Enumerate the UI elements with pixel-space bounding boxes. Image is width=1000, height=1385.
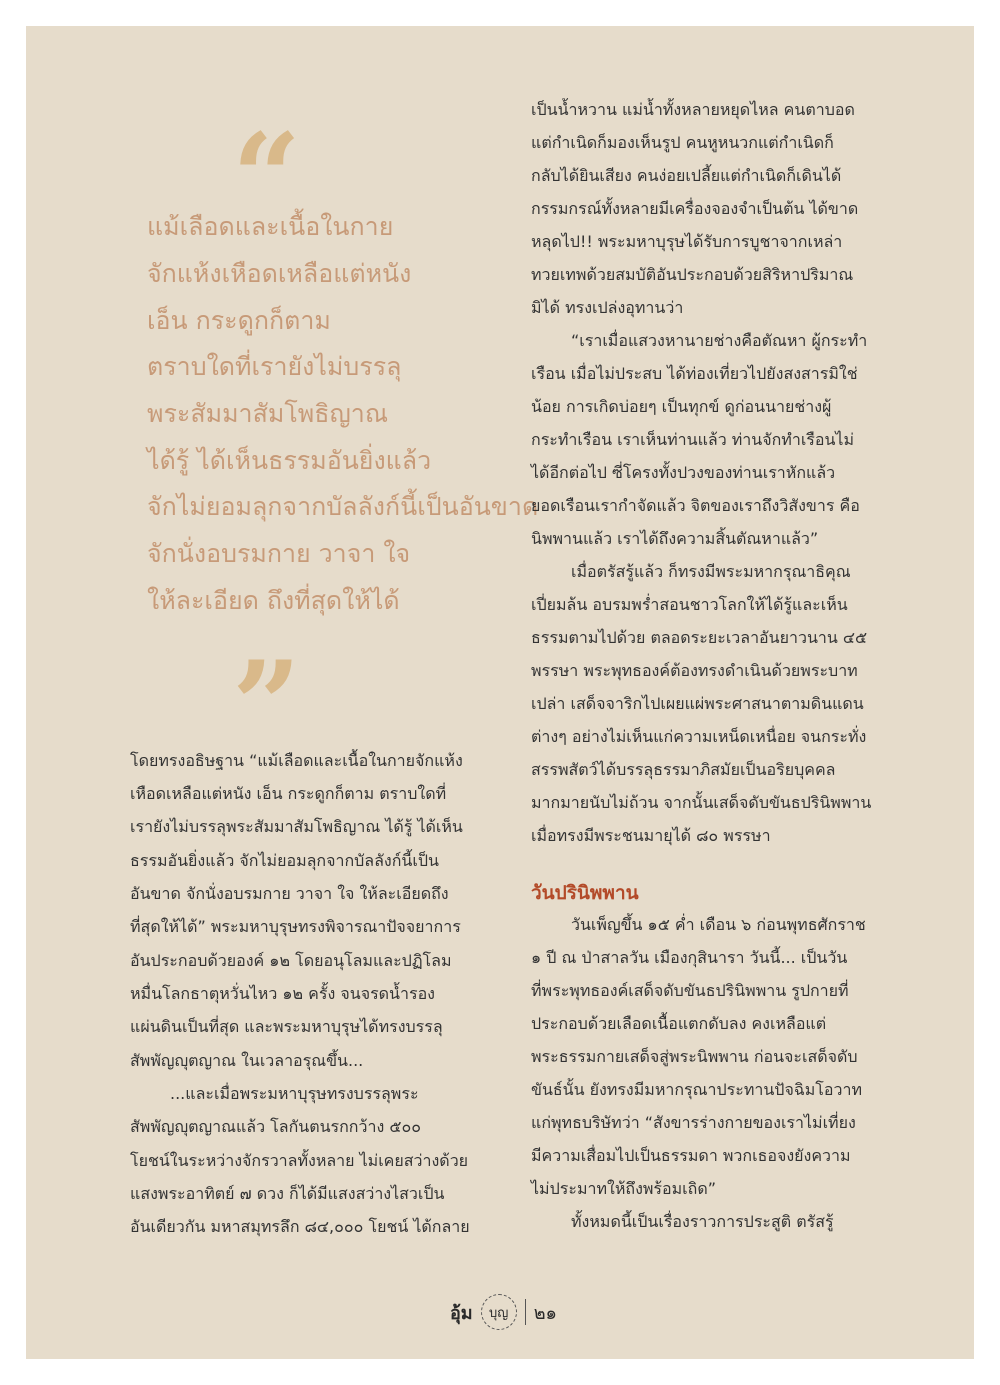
left-column-line: ...และเมื่อพระมหาบุรุษทรงบรรลุพระ <box>170 1084 419 1103</box>
left-column-line: สัพพัญญุตญาณแล้ว โลกันตนรกกว้าง ๕๐๐ <box>130 1117 421 1136</box>
pull-quote-line: ได้รู้ ได้เห็นธรรมอันยิ่งแล้ว <box>147 446 432 475</box>
magazine-page <box>26 26 974 1359</box>
pull-quote-line: เอ็น กระดูกก็ตาม <box>147 306 331 335</box>
right-column-line: เรือน เมื่อไม่ประสบ ได้ท่องเที่ยวไปยังสงสารมิใช่ <box>531 364 858 383</box>
right-column-line: ๑ ปี ณ ป่าสาลวัน เมืองกุสินารา วันนี้... เป็นวัน <box>531 948 848 967</box>
magazine-logo: อุ้ม <box>450 1302 473 1324</box>
page-footer <box>450 1294 557 1330</box>
left-column-line: สัพพัญญุตญาณ ในเวลาอรุณขึ้น... <box>130 1051 364 1070</box>
footer-divider <box>525 1299 526 1325</box>
right-column-line: เมื่อตรัสรู้แล้ว ก็ทรงมีพระมหากรุณาธิคุณ <box>571 562 851 581</box>
right-column-line: ที่พระพุทธองค์เสด็จดับขันธปรินิพพาน รูปกายที่ <box>531 981 849 1000</box>
left-column-line: ธรรมอันยิ่งแล้ว จักไม่ยอมลุกจากบัลลังก์นี้เป็น <box>130 851 439 870</box>
right-column-line: ได้อีกต่อไป ซี่โครงทั้งปวงของท่านเราหักแล้ว <box>531 463 836 482</box>
left-column-line: โดยทรงอธิษฐาน “แม้เลือดและเนื้อในกายจักแห้ง <box>130 751 463 770</box>
right-column-line: พระธรรมกายเสด็จสู่พระนิพพาน ก่อนจะเสด็จดับ <box>531 1047 858 1066</box>
right-column-line: เปล่า เสด็จจาริกไปเผยแผ่พระศาสนาตามดินแดน <box>531 694 864 713</box>
pull-quote-line: จักไม่ยอมลุกจากบัลลังก์นี้เป็นอันขาด <box>147 492 539 521</box>
right-column-line: มากมายนับไม่ถ้วน จากนั้นเสด็จดับขันธปรินิพพาน <box>531 793 872 812</box>
left-column-line: แสงพระอาทิตย์ ๗ ดวง ก็ได้มีแสงสว่างไสวเป็น <box>130 1184 445 1203</box>
right-column-line: ต่างๆ อย่างไม่เห็นแก่ความเหน็ดเหนื่อย จนกระทั่ง <box>531 727 867 746</box>
right-column-line: ไม่ประมาทให้ถึงพร้อมเถิด” <box>531 1179 717 1198</box>
right-column-line: น้อย การเกิดบ่อยๆ เป็นทุกข์ ดูก่อนนายช่างผู้ <box>531 397 832 416</box>
logo-circle-icon: บุญ <box>481 1294 517 1330</box>
open-quote-mark: “ <box>232 107 302 248</box>
left-column-line: แผ่นดินเป็นที่สุด และพระมหาบุรุษได้ทรงบรรลุ <box>130 1017 443 1036</box>
left-column-line: เหือดเหลือแต่หนัง เอ็น กระดูกก็ตาม ตราบใดที่ <box>130 784 447 803</box>
pull-quote-line: พระสัมมาสัมโพธิญาณ <box>147 399 389 428</box>
left-column-line: ที่สุดให้ได้” พระมหาบุรุษทรงพิจารณาปัจจยาการ <box>130 917 461 936</box>
pull-quote-line: ตราบใดที่เรายังไม่บรรลุ <box>147 352 402 381</box>
pull-quote-line: จักแห้งเหือดเหลือแต่หนัง <box>147 259 412 288</box>
right-column-line: ทวยเทพด้วยสมบัติอันประกอบด้วยสิริหาปริมาณ <box>531 265 854 284</box>
right-column-line: ยอดเรือนเรากำจัดแล้ว จิตของเราถึงวิสังขาร คือ <box>531 496 860 515</box>
right-column-line: กระทำเรือน เราเห็นท่านแล้ว ท่านจักทำเรือนไม่ <box>531 430 855 449</box>
right-column-line: ประกอบด้วยเลือดเนื้อแตกดับลง คงเหลือแต่ <box>531 1014 827 1033</box>
right-column-line: ธรรมตามไปด้วย ตลอดระยะเวลาอันยาวนาน ๔๕ <box>531 628 868 647</box>
pull-quote-line: ให้ละเอียด ถึงที่สุดให้ได้ <box>147 586 400 615</box>
right-column-line: มิได้ ทรงเปล่งอุทานว่า <box>531 298 684 317</box>
section-heading: วันปรินิพพาน <box>531 882 639 904</box>
left-column-line: โยชน์ในระหว่างจักรวาลทั้งหลาย ไม่เคยสว่างด้วย <box>130 1151 469 1170</box>
right-column-line: มีความเสื่อมไปเป็นธรรมดา พวกเธอจงยังความ <box>531 1146 851 1165</box>
right-column-line: กรรมกรณ์ทั้งหลายมีเครื่องจองจำเป็นต้น ได้ขาด <box>531 199 859 218</box>
page-number: ๒๑ <box>533 1302 557 1324</box>
right-column-line: วันเพ็ญขึ้น ๑๕ ค่ำ เดือน ๖ ก่อนพุทธศักราช <box>571 915 866 934</box>
right-column-line: เปี่ยมล้น อบรมพร่ำสอนชาวโลกให้ได้รู้และเห็น <box>531 595 848 614</box>
right-column-line: สรรพสัตว์ได้บรรลุธรรมาภิสมัยเป็นอริยบุคคล <box>531 760 836 779</box>
left-column-line: หมื่นโลกธาตุหวั่นไหว ๑๒ ครั้ง จนจรดน้ำรอง <box>130 984 435 1003</box>
right-column-line: ทั้งหมดนี้เป็นเรื่องราวการประสูติ ตรัสรู้ <box>571 1212 834 1231</box>
right-column-line: หลุดไป!! พระมหาบุรุษได้รับการบูชาจากเหล่า <box>531 232 843 251</box>
right-column-line: พรรษา พระพุทธองค์ต้องทรงดำเนินด้วยพระบาท <box>531 661 858 680</box>
right-column-line: ขันธ์นั้น ยังทรงมีมหากรุณาประทานปัจฉิมโอวาท <box>531 1080 862 1099</box>
close-quote-mark: ” <box>232 635 302 776</box>
right-column-line: นิพพานแล้ว เราได้ถึงความสิ้นตัณหาแล้ว” <box>531 529 819 548</box>
pull-quote-line: จักนั่งอบรมกาย วาจา ใจ <box>147 539 411 568</box>
right-column-line: กลับได้ยินเสียง คนง่อยเปลี้ยแต่กำเนิดก็เดินได้ <box>531 166 842 185</box>
right-column-line: เมื่อทรงมีพระชนมายุได้ ๘๐ พรรษา <box>531 826 771 845</box>
right-column-line: “เราเมื่อแสวงหานายช่างคือตัณหา ผู้กระทำ <box>571 331 868 350</box>
right-column-line: แต่กำเนิดก็มองเห็นรูป คนหูหนวกแต่กำเนิดก็ <box>531 133 834 152</box>
right-column-line: แก่พุทธบริษัทว่า “สังขารร่างกายของเราไม่เที่ยง <box>531 1113 856 1132</box>
pull-quote-line: แม้เลือดและเนื้อในกาย <box>147 212 394 241</box>
left-column-line: อันประกอบด้วยองค์ ๑๒ โดยอนุโลมและปฏิโลม <box>130 951 452 970</box>
left-column-line: เรายังไม่บรรลุพระสัมมาสัมโพธิญาณ ได้รู้ ได้เห็น <box>130 817 463 836</box>
left-column-line: อันเดียวกัน มหาสมุทรลึก ๘๔,๐๐๐ โยชน์ ได้กลาย <box>130 1217 470 1236</box>
left-column-line: อันขาด จักนั่งอบรมกาย วาจา ใจ ให้ละเอียดถึง <box>130 884 449 903</box>
right-column-line: เป็นน้ำหวาน แม่น้ำทั้งหลายหยุดไหล คนตาบอด <box>531 100 855 119</box>
